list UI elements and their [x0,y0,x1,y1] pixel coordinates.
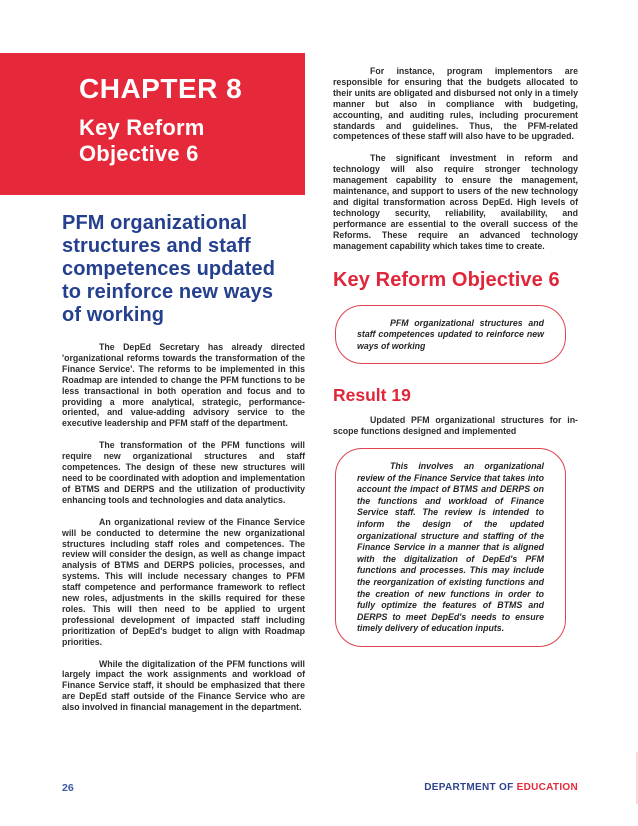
paragraph: For instance, program implementors are responsible for ensuring that the budgets allocated to their units are obligated and disbursed not only in a timely manner but also in compliance with budgeting, accounting, and auditing rules, including procurement standards and guidelines. Thus, the PFM-related competences of these staff will also have to be upgraded. [333,66,578,142]
footer-dept-highlight: EDUCATION [516,782,578,793]
result-box-text: This involves an organizational review of the Finance Service that takes into account the impact of BTMS and DERPS on the functions and workload of Finance Service staff. The review is intended to inform the design of the updated organizational structure and staffing of the Finance Service in a manner that is aligned with the digitalization of DepEd's PFM functions and processes. This may include the reorganization of existing functions and the creation of new functions in order to fully optimize the features of BTMS and DERPS to meet DepEd's needs to ensure timely delivery of education inputs. [357,461,544,634]
chapter-banner [0,53,305,195]
chapter-title: CHAPTER 8 [79,73,243,104]
page-title-line: of working [62,304,165,326]
result-text: Updated PFM organizational structures for in-scope functions designed and implemented [333,415,578,437]
left-column [62,212,305,713]
paragraph: While the digitalization of the PFM functions will largely impact the work assignments and workload of Finance Service staff, it should be emphasized that there are DepEd staff outside of the Finance Service who are also involved in financial management in the department. [62,658,305,713]
objective-box [335,305,566,365]
chapter-subtitle: Key Reform Objective 6 [79,115,205,166]
paragraph: The DepEd Secretary has already directed 'organizational reforms towards the transformation of the Finance Service'. The reforms to be implemented in this Roadmap are intended to change the PFM functions to be less transactional in both operation and focus and to providing a more analytical, strategic, performance-oriented, and value-adding advisory service to the executive leadership and PFM staff of the department. [62,342,305,429]
paragraph: The significant investment in reform and technology will also require stronger technology management capability to ensure the management, maintenance, and support to users of the new technology and digital transformation across DepEd. High levels of technology security, reliability, availability, and performance are essential to the overall success of the Reforms. These require an advanced technology management capability which takes time to create. [333,153,578,251]
right-column [333,66,578,647]
page-title-line: to reinforce new ways [62,281,274,303]
page-title [62,212,305,327]
footer-dept-prefix: DEPARTMENT OF [424,782,517,793]
page-number: 26 [62,782,74,794]
page-title-line: structures and staff [62,235,251,257]
paragraph: The transformation of the PFM functions will require new organizational structures and staff competences. The design of these new structures will need to be coordinated with adoption and implementation of BTMS and DERPS and the utilization of productivity enhancing tools and technologies and data analytics. [62,440,305,505]
page-title-line: PFM organizational [62,212,248,234]
page-title-line: competences updated [62,258,276,280]
paragraph: An organizational review of the Finance Service will be conducted to determine the new organizational structures including staff roles and competences. The review will consider the design, as well as change impact analysis of BTMS and DERPS policies, processes, and systems. This will include necessary changes to PFM staff competence and performance framework to reflect new roles, adjustments in the skills required for these roles. This will then need to be applied to urgent professional development of impacted staff including prioritization of DepEd's budget to align with Roadmap priorities. [62,516,305,647]
footer-brand [424,782,578,793]
result-box [335,448,566,647]
objective-box-text: PFM organizational structures and staff competences updated to reinforce new ways of working [357,317,544,351]
result-heading: Result 19 [333,385,411,406]
key-reform-objective-heading: Key Reform Objective 6 [333,268,560,291]
